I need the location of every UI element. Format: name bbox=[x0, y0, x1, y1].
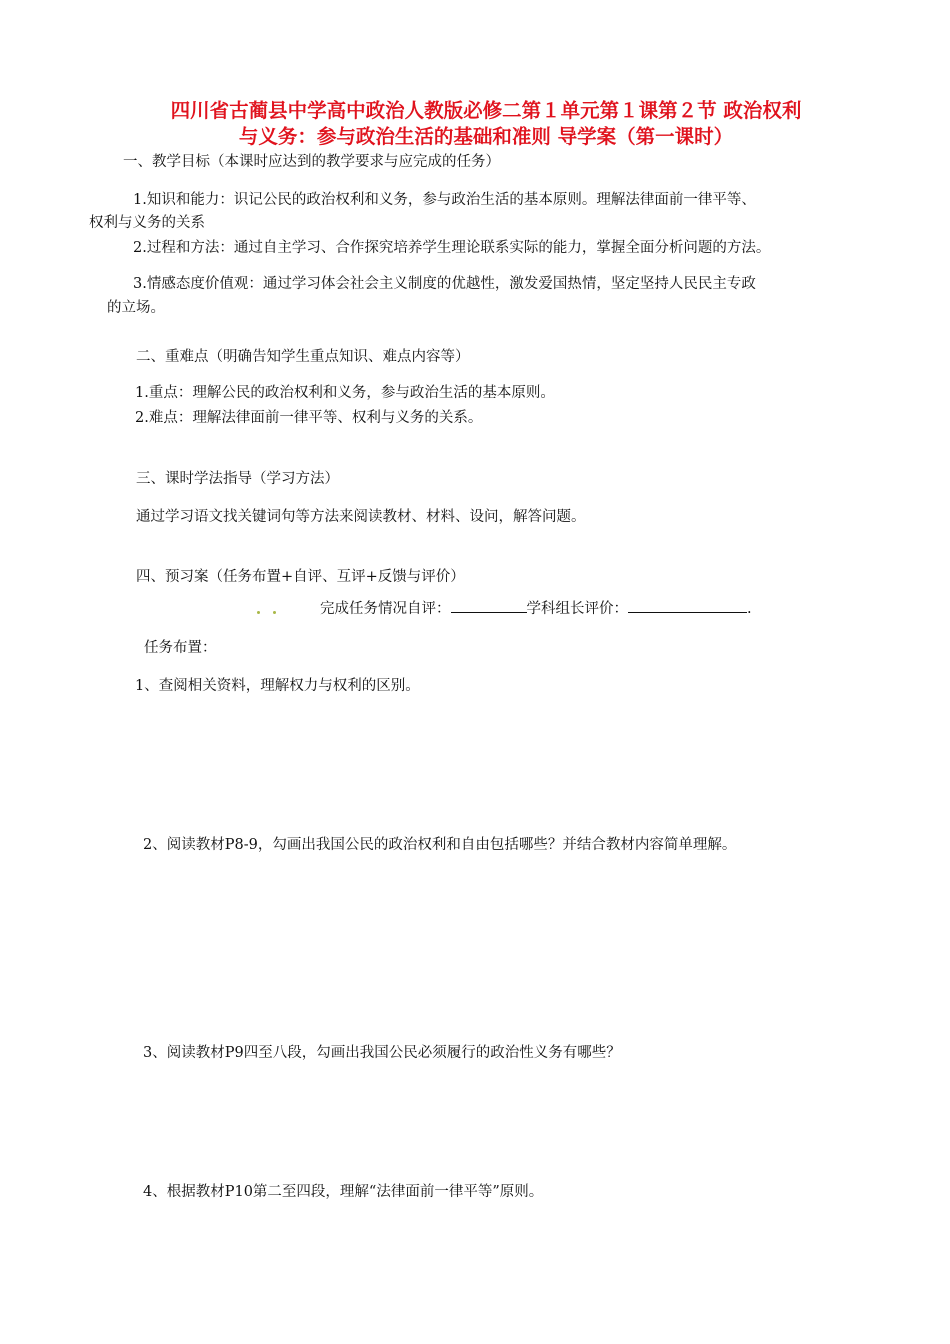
objective-knowledge-line-2: 权利与义务的关系 bbox=[89, 215, 205, 231]
section-heading-preview: 四、预习案（任务布置+自评、互评+反馈与评价） bbox=[136, 569, 465, 585]
document-title-line-2: 与义务：参与政治生活的基础和准则 导学案（第一课时） bbox=[238, 125, 734, 148]
leader-evaluation-blank[interactable] bbox=[628, 598, 747, 613]
task-heading: 任务布置： bbox=[144, 640, 217, 656]
objective-knowledge-line-1: 1.知识和能力：识记公民的政治权利和义务，参与政治生活的基本原则。理解法律面前一律平等、 bbox=[133, 192, 756, 208]
task-item-4: 4、根据教材P10第二至四段，理解“法律面前一律平等”原则。 bbox=[143, 1184, 544, 1200]
objective-values-line-1: 3.情感态度价值观：通过学习体会社会主义制度的优越性，激发爱国热情，坚定坚持人民民主专政 bbox=[133, 276, 756, 292]
task-item-3: 3、阅读教材P9四至八段，勾画出我国公民必须履行的政治性义务有哪些？ bbox=[143, 1045, 621, 1061]
leader-evaluation-label: 学科组长评价： bbox=[526, 601, 628, 617]
self-evaluation-label: 完成任务情况自评： bbox=[320, 601, 451, 617]
study-method-text: 通过学习语文找关键词句等方法来阅读教材、材料、设问，解答问题。 bbox=[136, 509, 586, 525]
document-title-line-1: 四川省古蔺县中学高中政治人教版必修二第１单元第１课第２节 政治权利 bbox=[170, 99, 802, 122]
section-heading-key-points: 二、重难点（明确告知学生重点知识、难点内容等） bbox=[136, 349, 470, 365]
speck-mark bbox=[257, 611, 260, 614]
task-item-2: 2、阅读教材P8-9，勾画出我国公民的政治权利和自由包括哪些？并结合教材内容简单理解。 bbox=[143, 837, 737, 853]
evaluation-line bbox=[320, 598, 752, 619]
section-heading-study-method: 三、课时学法指导（学习方法） bbox=[136, 471, 339, 487]
evaluation-end-mark: . bbox=[747, 601, 752, 617]
task-item-1: 1、查阅相关资料，理解权力与权利的区别。 bbox=[135, 678, 420, 694]
key-point: 1.重点：理解公民的政治权利和义务，参与政治生活的基本原则。 bbox=[135, 385, 555, 401]
speck-mark bbox=[273, 611, 276, 614]
section-heading-objectives: 一、教学目标（本课时应达到的教学要求与应完成的任务） bbox=[123, 154, 500, 170]
objective-values-line-2: 的立场。 bbox=[107, 300, 165, 316]
difficult-point: 2.难点：理解法律面前一律平等、权利与义务的关系。 bbox=[135, 410, 483, 426]
self-evaluation-blank[interactable] bbox=[451, 598, 527, 613]
objective-process: 2.过程和方法：通过自主学习、合作探究培养学生理论联系实际的能力，掌握全面分析问题的方法。 bbox=[133, 240, 771, 256]
